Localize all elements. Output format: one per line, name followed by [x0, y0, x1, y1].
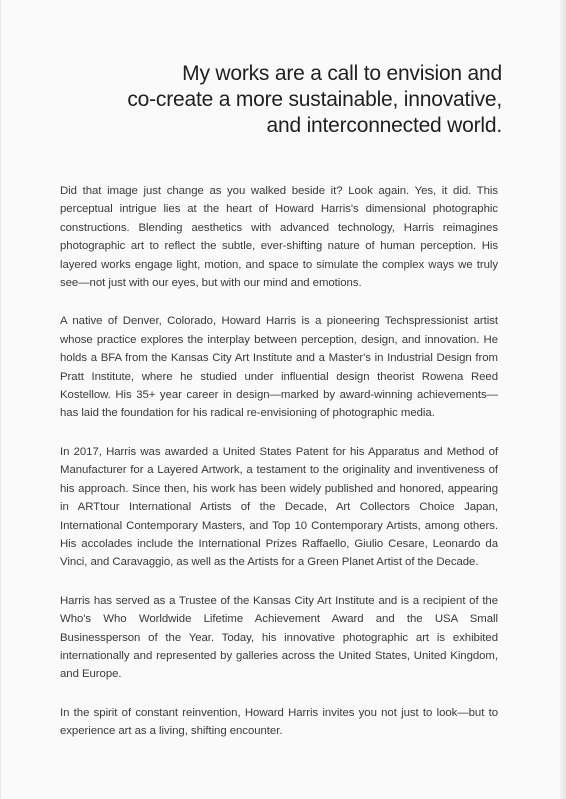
page-edge: [560, 0, 566, 799]
heading-line-3: and interconnected world.: [266, 114, 502, 137]
page-heading: [82, 61, 502, 139]
body-text: [60, 182, 498, 761]
paragraph-recognition: In 2017, Harris was awarded a United States Patent for his Apparatus and Method of Manufacturer for a Layered Artwork, a testament to the originality and inventiveness of his approach. Since then, his work has been widely published and honored, appearing in ARTtour International Artists of the Decade, Art Collectors Choice Japan, International Contemporary Masters, and Top 10 Contemporary Artists, among others. His accolades include the International Prizes Raffaello, Giulio Cesare, Leonardo da Vinci, and Caravaggio, as well as the Artists for a Green Planet Artist of the Decade.: [60, 445, 498, 569]
paragraph-intro: Did that image just change as you walked beside it? Look again. Yes, it did. This perceptual intrigue lies at the heart of Howard Harris's dimensional photographic constructions. Blending aesthetics with advanced technology, Harris reimagines photographic art to reflect the subtle, ever-shifting nature of human perception. His layered works engage light, motion, and space to simulate the complex ways we truly see—not just with our eyes, but with our mind and emotions.: [60, 185, 498, 290]
heading-line-1: My works are a call to envision and: [182, 62, 502, 85]
paragraph-background: A native of Denver, Colorado, Howard Harris is a pioneering Techspressionist artist whose practice explores the interplay between perception, design, and innovation. He holds a BFA from the Kansas City Art Institute and a Master's in Industrial Design from Pratt Institute, where he studied under influential design theorist Rowena Reed Kostellow. His 35+ year career in design—marked by award-winning achievements—has laid the foundation for his radical re-envisioning of photographic media.: [60, 315, 498, 420]
paragraph-closing: In the spirit of constant reinvention, Howard Harris invites you not just to look—but to experience art as a living, shifting encounter.: [60, 706, 498, 738]
heading-line-2: co-create a more sustainable, innovative,: [127, 88, 502, 111]
paragraph-service: Harris has served as a Trustee of the Kansas City Art Institute and is a recipient of the Who's Who Worldwide Lifetime Achievement Award and the USA Small Businessperson of the Year. Today, his innovative photographic art is exhibited internationally and represented by galleries across the United States, United Kingdom, and Europe.: [60, 594, 498, 681]
